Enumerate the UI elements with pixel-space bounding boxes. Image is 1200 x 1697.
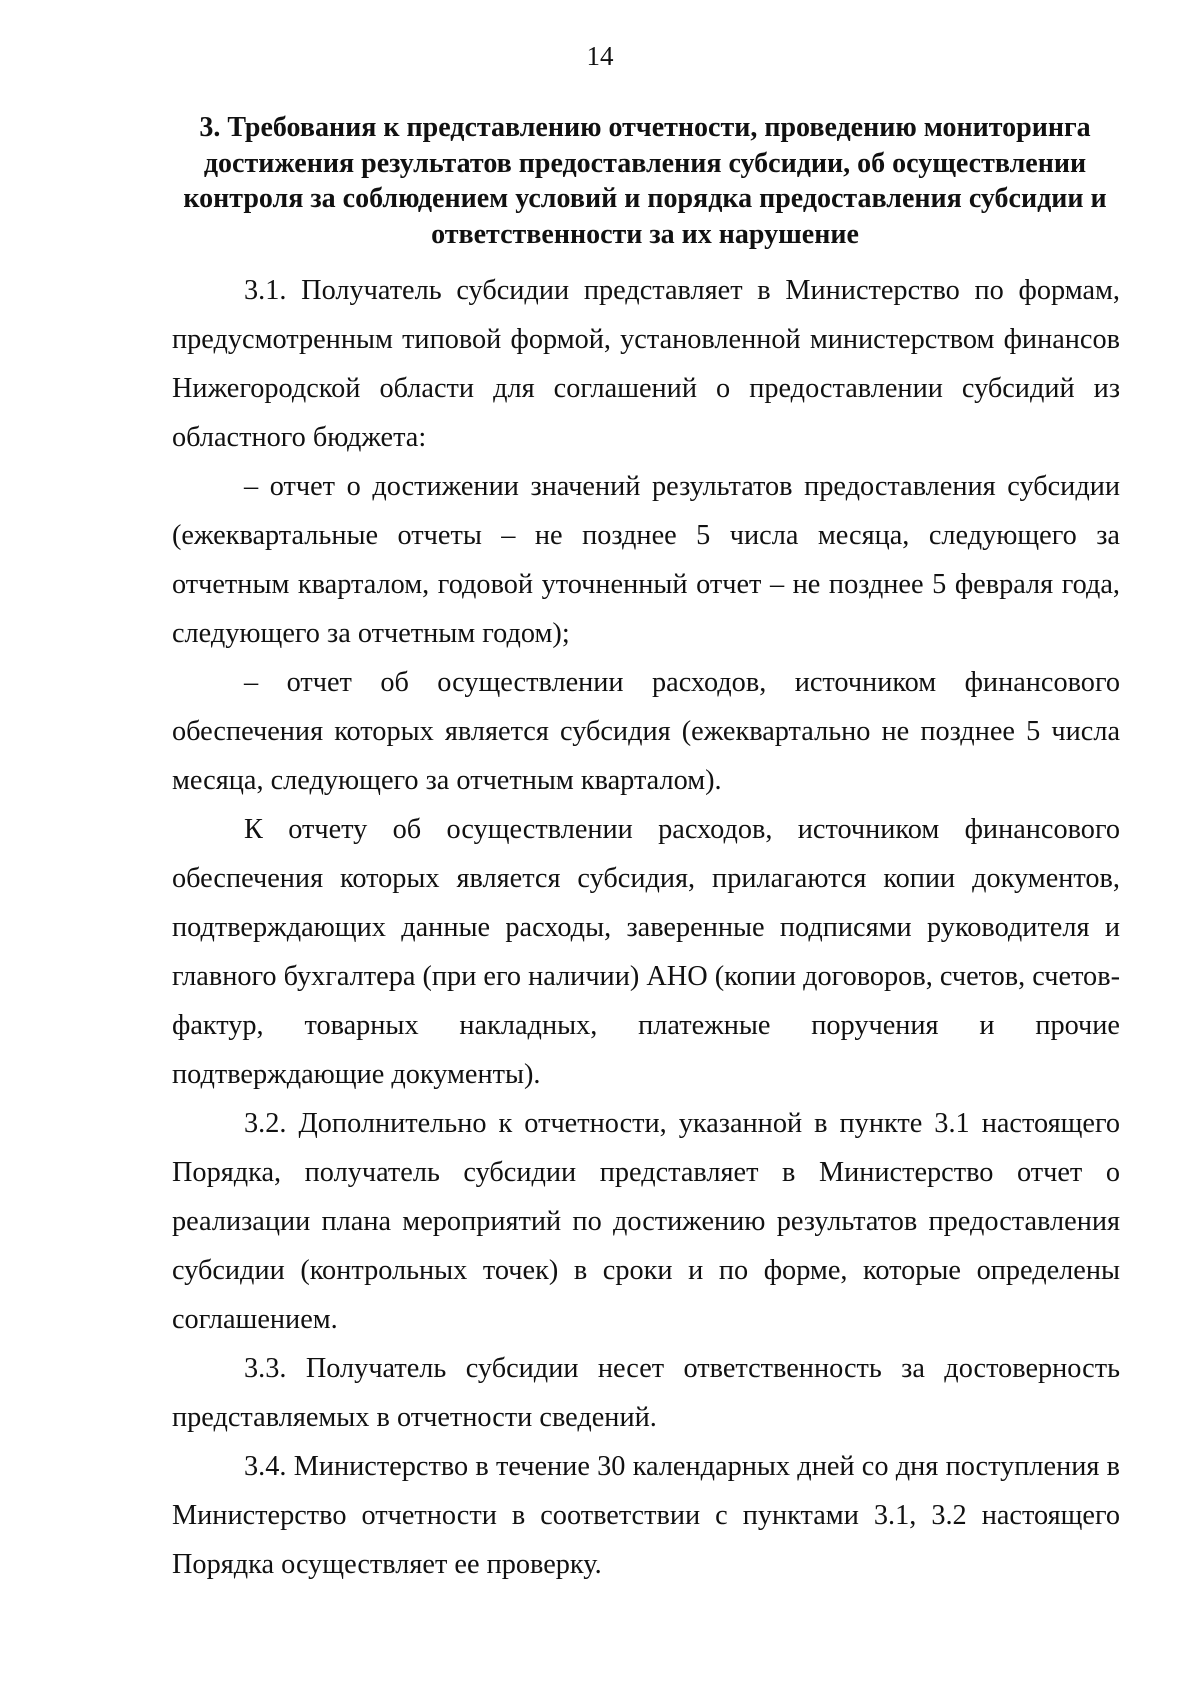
list-item-expenses-report: – отчет об осуществлении расходов, источником финансового обеспечения которых является субсидия (ежеквартально не позднее 5 числа месяца, следующего за отчетным кварталом). bbox=[172, 667, 1120, 796]
paragraph-3-3: 3.3. Получатель субсидии несет ответственность за достоверность представляемых в отчетности сведений. bbox=[172, 1353, 1120, 1433]
paragraph-3-1: 3.1. Получатель субсидии представляет в Министерство по формам, предусмотренным типовой формой, установленной министерством финансов Нижегородской области для соглашений о предоставлении субсидий из областного бюджета: bbox=[172, 275, 1120, 453]
paragraph-attachments: К отчету об осуществлении расходов, источником финансового обеспечения которых является субсидия, прилагаются копии документов, подтверждающих данные расходы, заверенные подписями руководителя и главного бухгалтера (при его наличии) АНО (копии договоров, счетов, счетов-фактур, товарных накладных, платежные поручения и прочие подтверждающие документы). bbox=[172, 814, 1120, 1090]
paragraph-3-2: 3.2. Дополнительно к отчетности, указанной в пункте 3.1 настоящего Порядка, получатель субсидии представляет в Министерство отчет о реализации плана мероприятий по достижению результатов предоставления субсидии (контрольных точек) в сроки и по форме, которые определены соглашением. bbox=[172, 1108, 1120, 1335]
list-item-results-report: – отчет о достижении значений результатов предоставления субсидии (ежеквартальные отчеты – не позднее 5 числа месяца, следующего за отчетным кварталом, годовой уточненный отчет – не позднее 5 февраля года, следующего за отчетным годом); bbox=[172, 471, 1120, 649]
paragraph-3-4: 3.4. Министерство в течение 30 календарных дней со дня поступления в Министерство отчетности в соответствии с пунктами 3.1, 3.2 настоящего Порядка осуществляет ее проверку. bbox=[172, 1451, 1120, 1580]
page-number: 14 bbox=[586, 41, 614, 71]
section-heading: 3. Требования к представлению отчетности, проведению мониторинга достижения результатов предоставления субсидии, об осуществлении контроля за соблюдением условий и порядка предоставления субсидии и ответственности за их нарушение bbox=[183, 112, 1107, 250]
document-body bbox=[172, 266, 1120, 1589]
